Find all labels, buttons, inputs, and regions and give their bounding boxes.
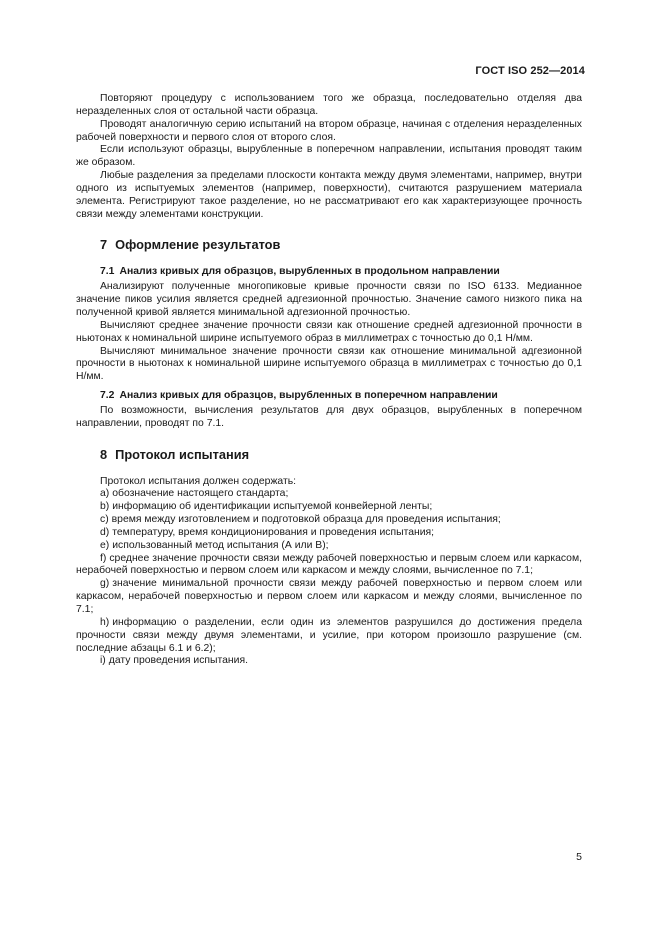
section-8-lead: Протокол испытания должен содержать:	[100, 475, 297, 487]
intro-paragraph-4: Любые разделения за пределами плоскости контакта между двумя элементами, например, внутри одного из испытуемых элементов (например, поверхности), считаются разрушением материала элемента. Регистрируют такое разделение, но не рассматривают его как характеризующее прочность связи между элементами конструкции.	[76, 170, 582, 220]
list-item-text: использованный метод испытания (А или В);	[112, 539, 329, 551]
list-item-text: значение минимальной прочности связи между рабочей поверхностью и первом слоем или каркасом, нерабочей поверхностью и первом слоем или каркасом и между слоями, вычисленное по 7.1;	[76, 578, 582, 615]
subsection-7-1-number: 7.1	[100, 266, 115, 278]
subsection-7-1-paragraph-2: Вычисляют среднее значение прочности связи как отношение средней адгезионной прочности в ньютонах к номинальной ширине испытуемого образ в миллиметрах с точностью до 0,1 Н/мм.	[76, 319, 582, 344]
list-item	[76, 617, 582, 656]
subsection-7-1-heading	[76, 266, 582, 279]
standard-code-header: ГОСТ ISO 252—2014	[475, 65, 585, 77]
list-item	[76, 488, 582, 501]
list-marker: d)	[100, 526, 110, 538]
list-marker: a)	[100, 488, 110, 500]
list-item-text: информацию об идентификации испытуемой конвейерной ленты;	[112, 501, 433, 513]
intro-paragraph-3: Если используют образцы, вырубленные в поперечном направлении, испытания проводят таким же образом.	[76, 144, 582, 169]
section-7-number: 7	[100, 237, 108, 253]
intro-paragraph-2: Проводят аналогичную серию испытаний на втором образце, начиная с отделения неразделенных рабочей поверхности и первого слоя от второго слоя.	[76, 118, 582, 143]
list-item	[76, 578, 582, 617]
list-marker: f)	[100, 552, 107, 564]
list-item	[76, 655, 582, 668]
list-item-text: время между изготовлением и подготовкой образца для проведения испытания;	[111, 514, 501, 526]
list-item	[76, 540, 582, 553]
subsection-7-2-paragraph-1: По возможности, вычисления результатов для двух образцов, вырубленных в поперечном направлении, проводят по 7.1.	[76, 404, 582, 429]
list-item	[76, 514, 582, 527]
list-item	[76, 553, 582, 579]
list-marker: i)	[100, 655, 106, 667]
subsection-7-1-title: Анализ кривых для образцов, вырубленных в продольном направлении	[119, 266, 500, 278]
list-item-text: температуру, время кондиционирования и проведения испытания;	[112, 526, 435, 538]
section-8-number: 8	[100, 446, 108, 462]
list-marker: b)	[100, 501, 110, 513]
page-number: 5	[576, 851, 582, 863]
page-content	[76, 93, 582, 668]
subsection-7-2-heading	[76, 390, 582, 403]
list-item	[76, 527, 582, 540]
section-8-heading	[76, 447, 582, 462]
list-marker: e)	[100, 539, 110, 551]
list-marker: g)	[100, 578, 110, 590]
subsection-7-1-paragraph-1: Анализируют полученные многопиковые кривые прочности связи по ISO 6133. Медианное значение пиков усилия является средней адгезионной прочностью. Значение самого низкого пика на полученной кривой является минимальной адгезионной прочностью.	[76, 281, 582, 318]
intro-paragraph-1: Повторяют процедуру с использованием того же образца, последовательно отделяя два неразделенных слоя от остальной части образца.	[76, 93, 582, 117]
list-marker: c)	[100, 514, 109, 526]
section-7-heading	[76, 237, 582, 252]
list-item-text: среднее значение прочности связи между рабочей поверхностью и первым слоем или каркасом, нерабочей поверхностью и первом слоем или каркасом и между слоями, вычисленное по 7.1;	[76, 552, 582, 577]
section-8-title: Протокол испытания	[115, 446, 250, 462]
list-item-text: информацию о разделении, если один из элементов разрушился до достижения предела прочности связи между двумя элементами, и усилие, при котором произошло разрушение (см. последние абзацы 6.1 и 6.2);	[76, 616, 582, 654]
subsection-7-1-paragraph-3: Вычисляют минимальное значение прочности связи как отношение минимальной адгезионной прочности в ньютонах к номинальной ширине испытуемого образца в миллиметрах с точностью до 0,1 Н/мм.	[76, 345, 582, 383]
list-item-text: дату проведения испытания.	[108, 655, 248, 667]
subsection-7-2-title: Анализ кривых для образцов, вырубленных в поперечном направлении	[119, 390, 498, 402]
list-item	[76, 501, 582, 514]
list-marker: h)	[100, 616, 110, 628]
subsection-7-2-number: 7.2	[100, 390, 115, 402]
list-item-text: обозначение настоящего стандарта;	[112, 488, 289, 500]
section-7-title: Оформление результатов	[115, 237, 281, 253]
